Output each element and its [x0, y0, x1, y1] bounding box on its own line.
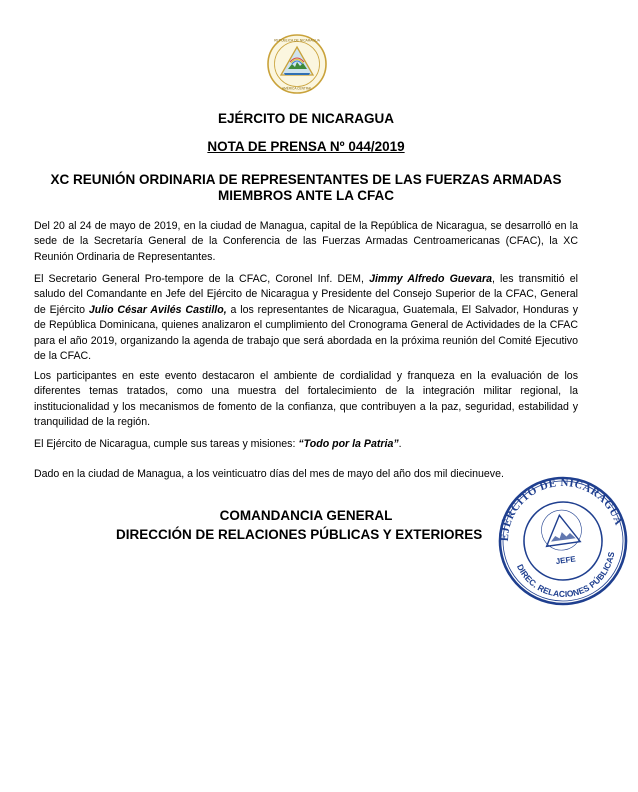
signature-line-1: COMANDANCIA GENERAL — [219, 508, 393, 523]
motto: “Todo por la Patria” — [298, 438, 399, 450]
paragraph-4-text: El Ejército de Nicaragua, cumple sus tareas y misiones: — [34, 438, 299, 450]
paragraph-2-text-c: a los representantes de Nicaragua, Guatemala, El Salvador, Honduras y de República Dominicana, quienes analizaron el cumplimiento del Cronograma General de Actividades de la CFAC para el año 2019, organizando la agenda de trabajo que será abordada en la próxima reunión del Comité Ejecutivo de la CFAC. — [34, 303, 578, 363]
press-note-number: NOTA DE PRENSA Nº 044/2019 — [207, 139, 405, 154]
svg-text:EJÉRCITO DE NICARAGUA — [491, 469, 625, 544]
stamp-seal-icon — [488, 466, 638, 616]
signature-line-2: DIRECCIÓN DE RELACIONES PÚBLICAS Y EXTERIORES — [116, 527, 483, 542]
paragraph-3: Los participantes en este evento destacaron el ambiente de cordialidad y franqueza en la evaluación de los diferentes temas tratados, como una muestra del fortalecimiento de la integración militar regional, la institucionalidad y los mecanismos de fomento de la confianza, que contribuyen a la paz, seguridad, estabilidad y tranquilidad de la región. — [34, 370, 578, 429]
commander-name: Julio César Avilés Castillo, — [88, 303, 227, 316]
paragraph-2-text-a: El Secretario General Pro-tempore de la CFAC, Coronel Inf. DEM, — [34, 273, 370, 285]
coat-of-arms-emblem — [266, 33, 328, 95]
stamp-text-top: EJÉRCITO DE NICARAGUA — [498, 476, 625, 542]
organization-heading: EJÉRCITO DE NICARAGUA — [217, 111, 395, 126]
paragraph-2-text-b: , les transmitió el saludo del Comandante en Jefe del Ejército de Nicaragua y Presidente del Consejo Superior de la CFAC, General de Ejército — [34, 273, 578, 316]
stamp-text-bottom: DIREC. RELACIONES PÚBLICAS — [514, 550, 617, 600]
svg-text:AMÉRICA CENTRAL: AMÉRICA CENTRAL — [281, 86, 313, 91]
paragraph-4-end: . — [398, 438, 402, 450]
paragraph-5: Dado en la ciudad de Managua, a los veinticuatro días del mes de mayo del año dos mil diecinueve. — [34, 468, 504, 480]
svg-text:REPÚBLICA DE NICARAGUA: REPÚBLICA DE NICARAGUA — [274, 38, 320, 43]
paragraph-4 — [34, 437, 578, 452]
paragraph-1: Del 20 al 24 de mayo de 2019, en la ciudad de Managua, capital de la República de Nicaragua, se desarrolló en la sede de la Secretaría General de la Conferencia de las Fuerzas Armadas Centroamericanas (CFAC), la XC Reunión Ordinaria de Representantes. — [34, 220, 578, 263]
press-release-title: XC REUNIÓN ORDINARIA DE REPRESENTANTES DE LAS FUERZAS ARMADAS MIEMBROS ANTE LA CFAC — [50, 172, 562, 203]
paragraph-2 — [34, 272, 578, 364]
stamp-text-inner: JEFE — [555, 554, 577, 567]
secretary-name: Jimmy Alfredo Guevara — [369, 273, 492, 285]
official-stamp — [490, 476, 625, 600]
